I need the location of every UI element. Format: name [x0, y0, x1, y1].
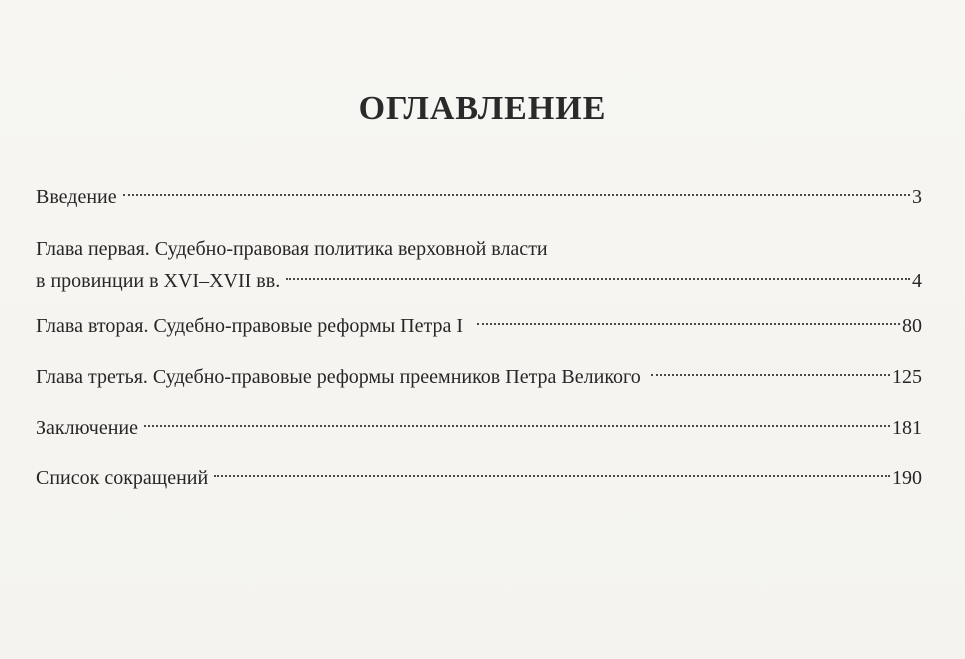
toc-entry-title: Глава третья. Судебно-правовые реформы преемников Петра Великого — [36, 366, 641, 388]
dot-leader — [286, 278, 910, 280]
toc-page-number: 3 — [912, 186, 922, 208]
toc-entry-chapter-2 — [36, 310, 922, 342]
table-of-contents — [36, 0, 922, 659]
toc-page-number: 125 — [892, 366, 922, 388]
dot-leader — [477, 323, 900, 325]
toc-entry-title-line-1: Глава первая. Судебно-правовая политика верховной власти — [36, 238, 548, 260]
toc-page-number: 181 — [892, 417, 922, 439]
toc-entry-abbreviations — [36, 462, 922, 494]
toc-entry-title: Список сокращений — [36, 467, 209, 489]
toc-entry-introduction — [36, 181, 922, 213]
toc-entry-title: Глава вторая. Судебно-правовые реформы Петра I — [36, 315, 464, 337]
toc-entry-chapter-1 — [36, 233, 922, 297]
dot-leader — [651, 374, 890, 376]
toc-entry-title: Заключение — [36, 417, 138, 439]
toc-entry-conclusion — [36, 412, 922, 444]
toc-entry-title-line-2: в провинции в XVI–XVII вв. — [36, 270, 281, 292]
page-title: ОГЛАВЛЕНИЕ — [358, 90, 607, 127]
toc-page-number: 80 — [902, 315, 922, 337]
dot-leader — [144, 425, 890, 427]
dot-leader — [123, 194, 910, 196]
toc-entry-title: Введение — [36, 186, 117, 208]
toc-page-number: 4 — [912, 270, 922, 292]
toc-entry-chapter-3 — [36, 361, 922, 393]
toc-page-number: 190 — [892, 467, 922, 489]
dot-leader — [214, 475, 890, 477]
